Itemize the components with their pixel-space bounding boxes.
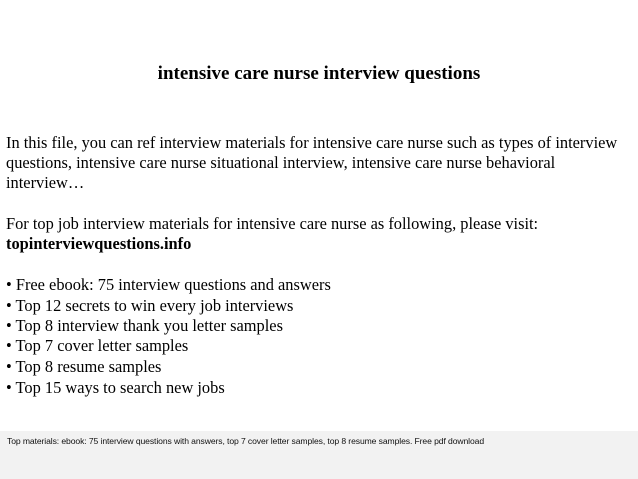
bullet-item: • Top 15 ways to search new jobs <box>6 378 225 397</box>
site-link[interactable]: topinterviewquestions.info <box>6 234 192 253</box>
bullet-item: • Top 8 resume samples <box>6 357 162 376</box>
footer-text: Top materials: ebook: 75 interview questions with answers, top 7 cover letter samples, top 8 resume samples. Free pdf download <box>7 436 485 446</box>
bullet-item: • Top 7 cover letter samples <box>6 336 189 355</box>
bullet-item: • Top 12 secrets to win every job interviews <box>6 296 294 315</box>
bullet-list <box>6 274 331 398</box>
bullet-item: • Top 8 interview thank you letter samples <box>6 316 283 335</box>
visit-text: For top job interview materials for intensive care nurse as following, please visit: <box>6 214 539 233</box>
bullet-item: • Free ebook: 75 interview questions and answers <box>6 275 331 294</box>
slide-title: intensive care nurse interview questions <box>157 63 481 84</box>
footer-bar <box>0 431 638 479</box>
visit-paragraph <box>6 214 634 254</box>
intro-paragraph: In this file, you can ref interview materials for intensive care nurse such as types of interview questions, intensive care nurse situational interview, intensive care nurse behavioral interview… <box>6 133 618 192</box>
